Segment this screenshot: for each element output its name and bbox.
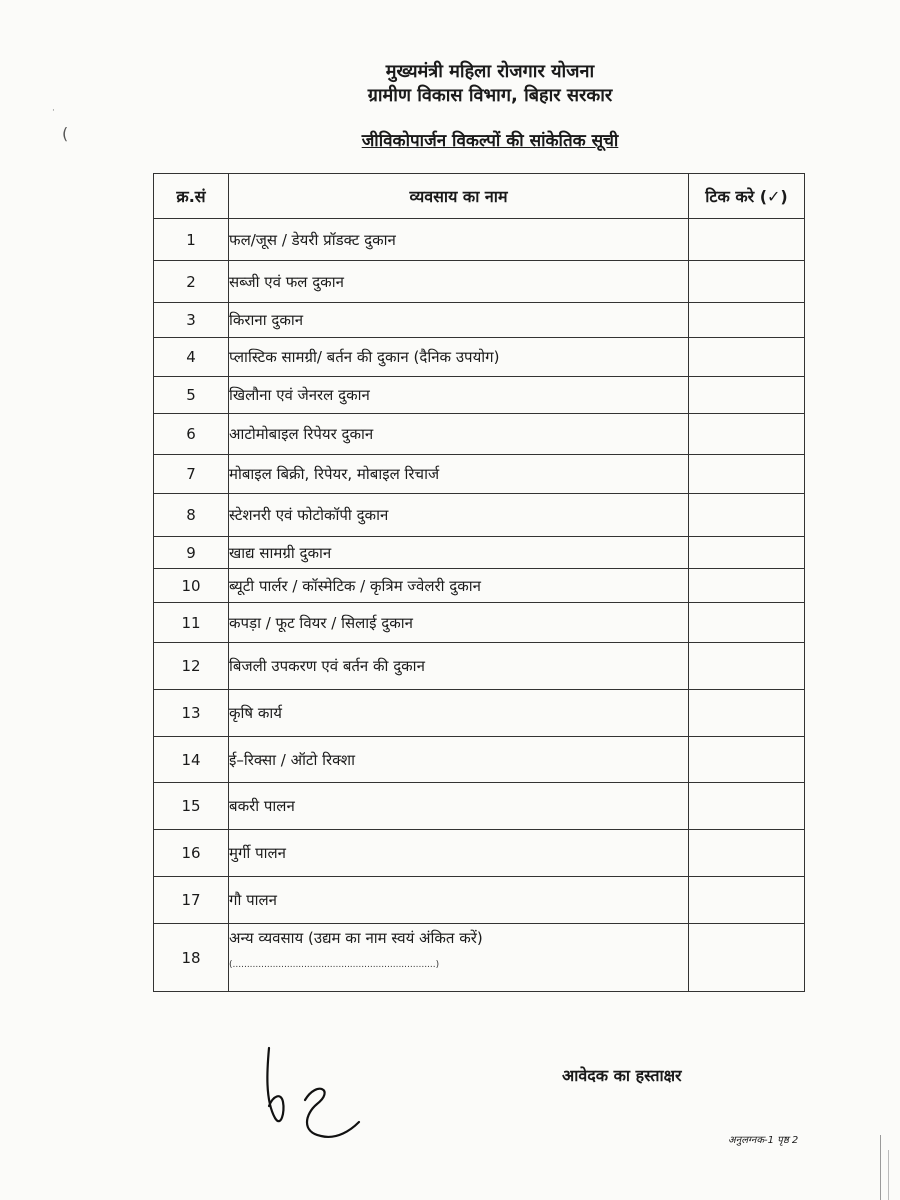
business-name-cell — [229, 830, 689, 877]
scan-edge-line-2 — [888, 1150, 889, 1200]
business-name-text: मोबाइल बिक्री, रिपेयर, मोबाइल रिचार्ज — [229, 465, 440, 483]
business-name-text: ई–रिक्सा / ऑटो रिक्शा — [229, 750, 355, 769]
business-name-cell — [229, 261, 689, 303]
serial-no-cell: 9 — [154, 537, 229, 569]
business-name-text: सब्जी एवं फल दुकान — [229, 272, 344, 291]
applicant-signature-label: आवेदक का हस्ताक्षर — [562, 1066, 682, 1085]
business-name-text: बिजली उपकरण एवं बर्तन की दुकान — [229, 657, 425, 675]
table-row — [154, 783, 805, 830]
business-name-text: ब्यूटी पार्लर / कॉस्मेटिक / कृत्रिम ज्वेलरी दुकान — [229, 576, 482, 595]
stray-mark: ( — [62, 124, 69, 143]
table-row — [154, 603, 805, 643]
tick-box-cell[interactable] — [689, 603, 805, 643]
business-name-text: फल/जूस / डेयरी प्रॉडक्ट दुकान — [229, 230, 396, 249]
department-title: ग्रामीण विकास विभाग, बिहार सरकार — [367, 85, 613, 106]
serial-no-cell: 4 — [154, 338, 229, 377]
tick-box-cell[interactable] — [689, 737, 805, 783]
table-row — [154, 643, 805, 690]
tick-box-cell[interactable] — [689, 377, 805, 414]
business-name-cell — [229, 569, 689, 603]
table-row — [154, 414, 805, 455]
annexure-page-note: अनुलग्नक-1 पृष्ठ 2 — [728, 1135, 799, 1146]
business-name-text: किराना दुकान — [229, 311, 304, 329]
business-name-cell — [229, 338, 689, 377]
business-name-text: कपड़ा / फूट वियर / सिलाई दुकान — [229, 613, 413, 632]
tick-box-cell[interactable] — [689, 877, 805, 924]
serial-no-cell: 3 — [154, 303, 229, 338]
serial-no-cell: 13 — [154, 690, 229, 737]
serial-no-cell: 1 — [154, 219, 229, 261]
serial-no-cell: 12 — [154, 643, 229, 690]
business-name-cell — [229, 783, 689, 830]
business-name-cell — [229, 737, 689, 783]
business-name-text: बकरी पालन — [229, 797, 295, 815]
serial-no-cell: 10 — [154, 569, 229, 603]
tick-box-cell[interactable] — [689, 690, 805, 737]
serial-no-cell: 2 — [154, 261, 229, 303]
table-row — [154, 690, 805, 737]
business-name-text: खिलौना एवं जेनरल दुकान — [229, 386, 370, 404]
business-name-cell — [229, 877, 689, 924]
tick-box-cell[interactable] — [689, 303, 805, 338]
business-name-text: खाद्य सामग्री दुकान — [229, 543, 332, 562]
serial-no-cell: 15 — [154, 783, 229, 830]
table-row — [154, 737, 805, 783]
business-name-cell — [229, 643, 689, 690]
list-title-text: जीविकोपार्जन विकल्पों की सांकेतिक सूची — [361, 131, 619, 151]
business-name-text: मुर्गी पालन — [229, 844, 286, 862]
business-name-cell — [229, 603, 689, 643]
table-row — [154, 569, 805, 603]
serial-no-cell: 16 — [154, 830, 229, 877]
serial-no-header: क्र.सं — [154, 174, 229, 219]
scan-speck: · — [52, 106, 55, 116]
document-header — [0, 60, 900, 108]
business-name-cell — [229, 455, 689, 494]
business-name-header: व्यवसाय का नाम — [229, 174, 689, 219]
business-name-text: कृषि कार्य — [229, 704, 282, 722]
serial-no-cell: 5 — [154, 377, 229, 414]
tick-box-cell[interactable] — [689, 414, 805, 455]
tick-box-cell[interactable] — [689, 569, 805, 603]
tick-box-cell[interactable] — [689, 338, 805, 377]
business-name-cell — [229, 219, 689, 261]
business-name-text: गौ पालन — [229, 891, 277, 909]
tick-box-cell[interactable] — [689, 830, 805, 877]
table-header-row — [154, 174, 805, 219]
scan-edge-line — [880, 1135, 881, 1200]
business-name-cell — [229, 537, 689, 569]
tick-box-cell[interactable] — [689, 924, 805, 992]
table-row — [154, 877, 805, 924]
tick-box-cell[interactable] — [689, 219, 805, 261]
table-row — [154, 303, 805, 338]
serial-no-cell: 7 — [154, 455, 229, 494]
table-row — [154, 338, 805, 377]
table-row — [154, 219, 805, 261]
tick-box-cell[interactable] — [689, 537, 805, 569]
table-row — [154, 830, 805, 877]
serial-no-cell: 11 — [154, 603, 229, 643]
tick-box-cell[interactable] — [689, 455, 805, 494]
table-row — [154, 494, 805, 537]
tick-box-cell[interactable] — [689, 783, 805, 830]
business-name-text: प्लास्टिक सामग्री/ बर्तन की दुकान (दैनिक उपयोग) — [229, 348, 500, 366]
table-row — [154, 537, 805, 569]
serial-no-cell: 14 — [154, 737, 229, 783]
tick-box-cell[interactable] — [689, 494, 805, 537]
business-name-cell — [229, 690, 689, 737]
table-row — [154, 377, 805, 414]
other-business-blank-field[interactable]: (.......................................................................) — [229, 960, 440, 970]
serial-no-cell: 17 — [154, 877, 229, 924]
handwritten-signature — [255, 1040, 375, 1145]
table-row — [154, 455, 805, 494]
livelihood-options-table — [153, 173, 805, 992]
business-name-cell — [229, 303, 689, 338]
scheme-title: मुख्यमंत्री महिला रोजगार योजना — [385, 61, 595, 82]
business-name-cell — [229, 494, 689, 537]
business-name-text: स्टेशनरी एवं फोटोकॉपी दुकान — [229, 506, 389, 524]
business-name-cell — [229, 377, 689, 414]
serial-no-cell: 8 — [154, 494, 229, 537]
business-name-cell — [229, 414, 689, 455]
serial-no-cell: 6 — [154, 414, 229, 455]
business-name-cell — [229, 924, 689, 992]
business-name-text: आटोमोबाइल रिपेयर दुकान — [229, 425, 374, 443]
tick-box-cell[interactable] — [689, 643, 805, 690]
tick-header: टिक करे (✓) — [689, 174, 805, 219]
table-row — [154, 261, 805, 303]
tick-box-cell[interactable] — [689, 261, 805, 303]
business-name-text: अन्य व्यवसाय (उद्यम का नाम स्वयं अंकित करें) — [229, 929, 483, 947]
serial-no-cell: 18 — [154, 924, 229, 992]
table-row — [154, 924, 805, 992]
list-title — [0, 128, 900, 151]
